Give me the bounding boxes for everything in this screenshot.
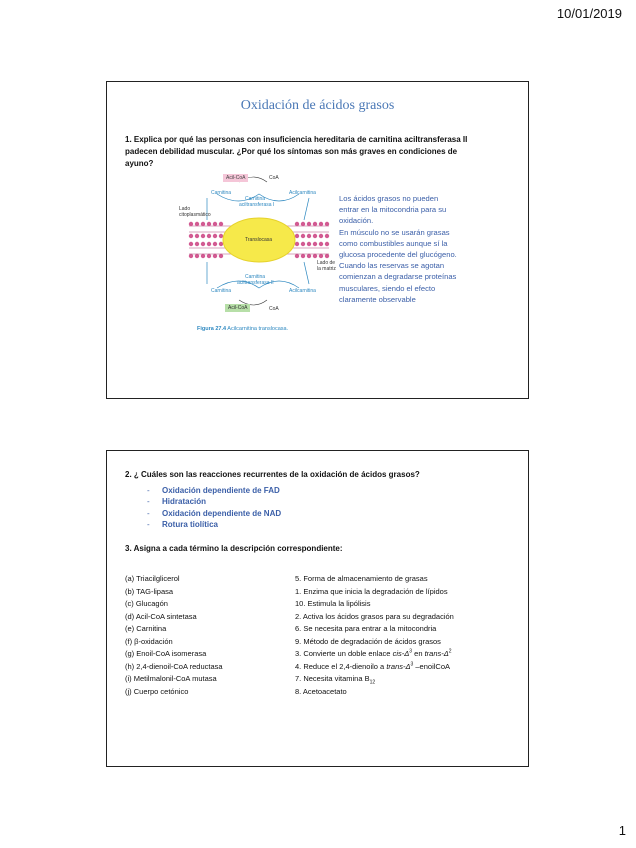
coa-top-label: CoA	[269, 175, 279, 181]
answer-line: como combustibles aunque sí la	[339, 238, 448, 248]
acilcarnitina-right-bottom: Acilcarnitina	[289, 288, 316, 294]
terms-column	[125, 573, 223, 698]
arrow-right-top	[304, 198, 309, 220]
enzyme-cat2-line: aciltransferasa II	[237, 280, 274, 286]
list-dash: -	[147, 486, 150, 495]
description-item	[295, 673, 454, 686]
reactions-list	[147, 485, 281, 531]
acilcarnitina-right-top: Acilcarnitina	[289, 190, 316, 196]
descriptions-column	[295, 573, 454, 698]
description-item: 9. Método de degradación de ácidos grasos	[295, 636, 441, 646]
enzyme-cat1-line: aciltransferasa I	[239, 202, 275, 208]
description-sup: 2	[448, 648, 452, 655]
answer-1-text	[339, 193, 499, 305]
answer-line: entrar en la mitocondria para su	[339, 205, 447, 215]
question-1-line: ayuno?	[125, 159, 154, 168]
reaction-label: Rotura tiolítica	[162, 520, 219, 530]
description-item	[295, 661, 454, 674]
header-date: 10/01/2019	[556, 6, 622, 21]
description-text: –enoilCoA	[413, 661, 450, 671]
description-text: 7. Necesita vitamina B	[295, 674, 370, 683]
question-1-line: 1. Explica por qué las personas con insuficiencia hereditaria de carnitina aciltransferasa II	[125, 135, 468, 144]
question-2: 2. ¿ Cuáles son las reacciones recurrentes de la oxidación de ácidos grasos?	[125, 470, 420, 479]
description-sub: 12	[369, 679, 376, 686]
term-item: (e) Carnitina	[125, 624, 167, 633]
description-item: 1. Enzima que inicia la degradación de lípidos	[295, 586, 448, 596]
lado-citoplasmatico-line: Lado	[179, 206, 191, 212]
description-item: 8. Acetoacetato	[295, 686, 347, 696]
description-sup: 3	[409, 648, 413, 655]
answer-line: musculares, siendo el efecto	[339, 283, 436, 293]
answer-line: Los ácidos grasos no pueden	[339, 194, 439, 203]
figure-caption-label: Figura 27.4	[197, 326, 227, 332]
translocasa-label: Translocasa	[245, 237, 273, 243]
answer-line: En músculo no se usarán grasas	[339, 227, 450, 237]
description-item: 2. Activa los ácidos grasos para su degradación	[295, 611, 454, 621]
description-italic: trans-Δ	[424, 649, 449, 658]
description-item: 5. Forma de almacenamiento de grasas	[295, 574, 428, 583]
coa-bottom-label: CoA	[269, 306, 279, 312]
term-item: (d) Acil-CoA sintetasa	[125, 611, 197, 621]
page-number: 1	[618, 823, 626, 838]
description-text: 4. Reduce el 2,4-dienoilo a	[295, 661, 387, 671]
term-item: (g) Enoil-CoA isomerasa	[125, 649, 207, 658]
enzyme-cat1-line: Carnitina	[245, 196, 266, 202]
description-italic: cis-Δ	[392, 649, 410, 658]
list-item	[147, 496, 281, 507]
description-item	[295, 648, 454, 661]
carnitine-shuttle-diagram	[179, 172, 339, 332]
enzyme-cat2-line: Carnitina	[245, 274, 266, 280]
reaction-label: Oxidación dependiente de FAD	[162, 486, 280, 495]
term-item: (f) β-oxidación	[125, 636, 173, 646]
term-item: (h) 2,4-dienoil-CoA reductasa	[125, 661, 223, 671]
term-item: (b) TAG-lipasa	[125, 586, 174, 596]
list-dash: -	[147, 520, 150, 530]
slide-1	[106, 81, 529, 399]
answer-line: Cuando las reservas se agotan	[339, 261, 445, 271]
answer-line: comienzan a degradarse proteínas	[339, 272, 457, 282]
description-text: en	[412, 649, 425, 658]
lado-matriz-line: la matriz	[317, 266, 336, 272]
reaction-label: Oxidación dependiente de NAD	[162, 508, 282, 518]
lado-citoplasmatico-line: citoplasmático	[179, 212, 211, 218]
figure-caption	[197, 326, 288, 332]
description-italic: trans-Δ	[386, 661, 411, 671]
slide-title: Oxidación de ácidos grasos	[240, 98, 395, 113]
question-3: 3. Asigna a cada término la descripción correspondiente:	[125, 544, 343, 553]
list-item	[147, 485, 281, 496]
answer-line: claramente observable	[339, 294, 416, 304]
description-sup: 3	[410, 661, 414, 667]
slide-2	[106, 450, 529, 767]
list-dash: -	[147, 508, 150, 518]
list-item	[147, 519, 281, 530]
lado-matriz-line: Lado de	[317, 260, 336, 266]
description-text: 3. Convierte un doble enlace	[295, 649, 393, 658]
acil-coa-top-label: Acil-CoA	[223, 174, 248, 182]
figure-caption-text: Acilcarnitina translocasa.	[227, 326, 289, 332]
carnitina-left-top: Carnitina	[211, 190, 232, 196]
list-dash: -	[147, 497, 150, 507]
question-1-line: padecen debilidad muscular. ¿Por qué los síntomas son más graves en condiciones de	[125, 147, 458, 156]
description-item: 10. Estimula la lipólisis	[295, 599, 371, 608]
term-item: (j) Cuerpo cetónico	[125, 686, 189, 696]
carnitina-left-bottom: Carnitina	[211, 288, 232, 294]
term-item: (a) Triacilglicerol	[125, 574, 180, 583]
acil-coa-bottom-label: Acil-CoA	[225, 304, 250, 312]
answer-line: glucosa procedente del glucógeno.	[339, 250, 457, 260]
term-item: (c) Glucagón	[125, 599, 168, 608]
arrow-right-bottom	[304, 262, 309, 284]
answer-line: oxidación.	[339, 216, 374, 226]
description-item: 6. Se necesita para entrar a la mitocondria	[295, 624, 437, 633]
reaction-label: Hidratación	[162, 497, 207, 507]
term-item: (i) Metilmalonil-CoA mutasa	[125, 674, 217, 683]
list-item	[147, 508, 281, 519]
question-1	[125, 134, 514, 170]
